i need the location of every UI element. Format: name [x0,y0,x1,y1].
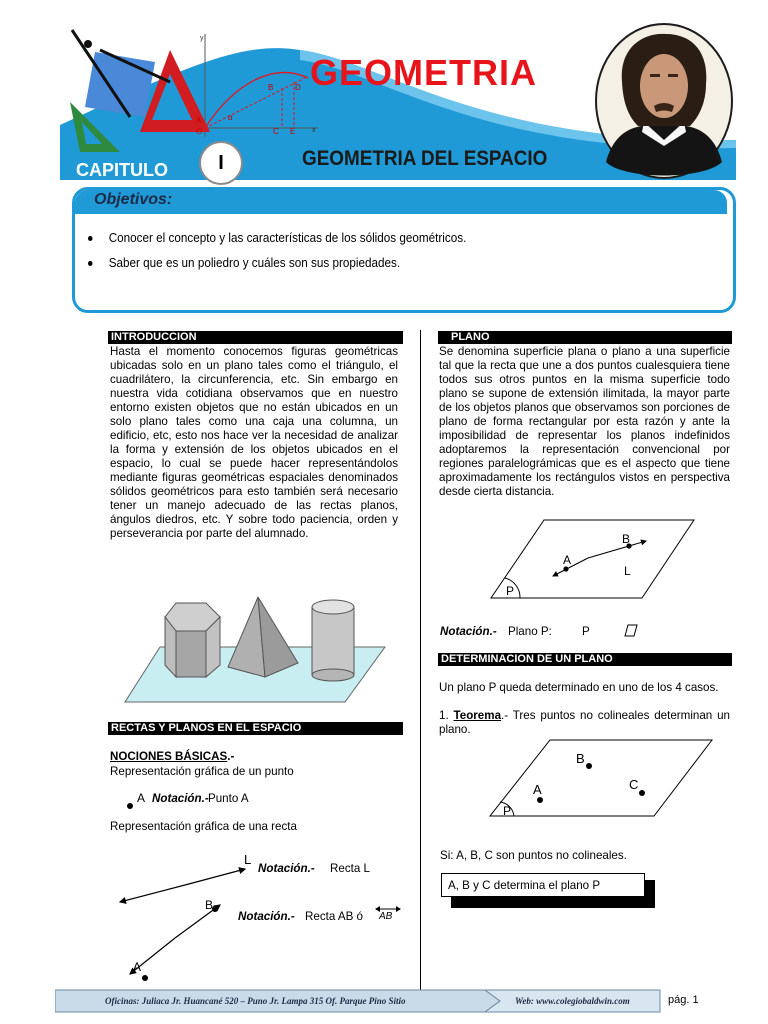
fig2-label-b: B [576,751,585,766]
determination-text: Un plano P queda determinado en uno de los 4 casos. [439,681,719,694]
logo-label-b: B [268,83,274,92]
segment-notation-value: Recta AB ó [305,910,364,923]
theorem-line: 1. Teorema.- Tres puntos no colineales determinan un plano. [439,709,730,736]
section-heading-determinacion: DETERMINACION DE UN PLANO [438,653,732,666]
plane-notation-letter: P [582,625,590,638]
plane-figure-1 [488,516,698,602]
chapter-title: GEOMETRIA DEL ESPACIO [302,147,548,170]
logo-label-x: x [312,127,316,134]
fig1-label-p: P [506,584,515,598]
logo-label-d: D [295,83,301,92]
line-l-label: L [244,852,252,867]
footer-offices: Oficinas: Juliaca Jr. Huancané 520 – Puno Jr. Lampa 315 Of. Parque Pino Sitio [105,996,406,1006]
parallelogram-icon [624,624,638,637]
line-notation-value: Recta L [330,862,370,875]
section-heading-plano: PLANO [438,331,732,344]
line-notation-label: Notación.- [258,862,315,875]
footer-web: Web: www.colegiobaldwin.com [515,996,630,1006]
chapter-label: CAPITULO [76,160,168,180]
segment-symbol: AB [379,911,393,922]
section-heading-introduccion: INTRODUCCION [108,331,403,344]
logo-label-o: O [196,127,203,136]
objective-item: Conocer el concepto y las características de los sólidos geométricos. [88,230,466,245]
basic-notions-heading: NOCIONES BÁSICAS.- [110,750,235,763]
segment-a-label: A [133,960,142,974]
logo-label-alpha: α [228,113,233,122]
fig2-label-p: P [503,804,512,818]
logo-label-a: A [196,116,202,125]
fig1-label-a: A [563,553,572,567]
fig1-label-b: B [622,532,631,546]
geometry-logo [60,22,340,172]
bullet-icon [88,236,93,241]
fig2-label-c: C [629,777,639,792]
fig2-label-a: A [533,782,542,797]
conclusion-box: A, B y C determina el plano P [441,873,645,897]
plane-notation-label: Notación.- [440,625,497,638]
point-a-dot [127,803,133,809]
page-number: pág. 1 [668,994,699,1006]
logo-label-y: y [200,35,204,42]
objectives-header [75,190,727,214]
plane-figure-2 [488,738,714,820]
solids-figure [120,585,390,710]
fig1-label-l: L [624,564,631,578]
point-representation-text: Representación gráfica de un punto [110,765,294,778]
segment-b-label: B [205,898,214,912]
condition-text: Si: A, B, C son puntos no colineales. [440,849,627,862]
point-a-label: A [137,791,146,805]
plane-paragraph: Se denomina superficie plana o plano a una superficie tal que la recta que une a dos puntos cualesquiera tiene todos sus otros puntos en la misma superficie todo plano se supone de extensión ilimitada, la mayor parte de los objetos planos que observamos son porciones de plano de forma rectangular por esta razón y ante la imposibilidad de representar los planos indefinidos adoptaremos la representación convencional por regiones paralelográmicas que es el aspecto que tiene aproximadamente los rectángulos vistos en perspectiva desde cierta distancia. [439,345,730,498]
plane-notation-value: Plano P: [508,625,552,638]
bullet-icon [88,261,93,266]
portrait-image [594,22,734,180]
point-notation-value: Punto A [208,792,249,805]
column-divider [420,330,421,990]
line-representation-text: Representación gráfica de una recta [110,820,297,833]
logo-label-c: C [273,127,279,136]
logo-label-e: E [290,127,296,136]
objectives-title: Objetivos: [94,191,173,208]
page-title: GEOMETRIA [310,52,538,93]
segment-notation-label: Notación.- [238,910,295,923]
section-heading-rectas: RECTAS Y PLANOS EN EL ESPACIO [108,722,403,735]
intro-paragraph: Hasta el momento conocemos figuras geométricas ubicadas solo en un plano tales como el triángulo, el cuadrilátero, la circunferencia, etc. Sin embargo en nuestra vida cotidiana observamos que en nuestro entorno existen objetos que no están ubicados en un solo plano tales como una caja una columna, un edificio, etc, esto nos hace ver la necesidad de analizar la forma y extensión de los objetos ubicados en el espacio, lo cual se puede hacer representándolos mediante figuras geométricas espaciales denominados sólidos geométricos para esto también será necesario tener un manejo adecuado de las rectas planos, ángulos diedros, etc. Y sobre todo paciencia, orden y perseverancia por parte del alumnado. [110,345,398,540]
objective-item: Saber que es un poliedro y cuáles son sus propiedades. [88,255,400,270]
point-notation-label: Notación.- [152,792,209,805]
chapter-number: I [199,141,243,185]
